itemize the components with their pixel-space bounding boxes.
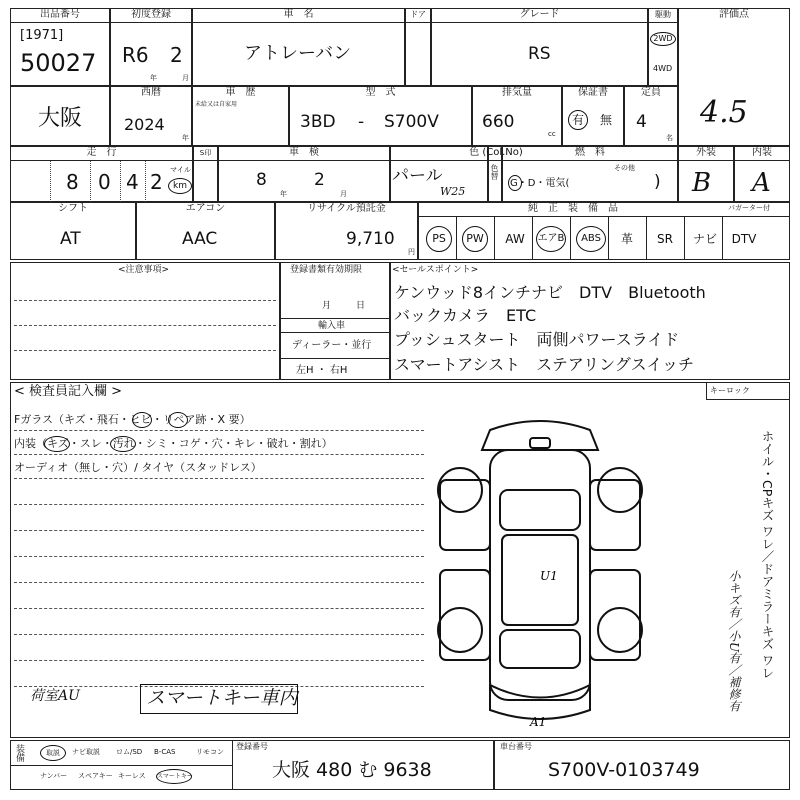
inspector-line-3: オーディオ（無し・穴）/ タイヤ（スタッドレス） <box>14 461 262 474</box>
s-mark-header: S印 <box>199 149 212 157</box>
eq-sep-6 <box>646 216 647 260</box>
roof-outline <box>482 421 598 450</box>
reg-expiry-header: 登録書類有効期限 <box>290 265 363 275</box>
selling-point-4: スマートアシスト ステアリングスイッチ <box>394 355 695 374</box>
insp-line-i <box>14 634 424 635</box>
opt-spare-key: スペアキー <box>78 772 113 780</box>
rear-bumper <box>490 685 590 719</box>
notes-line-2 <box>14 325 276 326</box>
pajero-header: パガーター付 <box>728 204 770 212</box>
registration-value: 大阪 480 む 9638 <box>272 759 432 781</box>
lot-header: 出品番号 <box>40 9 80 20</box>
inspector-header: < 検査員記入欄 > <box>14 384 123 399</box>
opt-bcas: B-CAS <box>154 748 176 756</box>
rear-left-wheel <box>438 608 482 652</box>
equip-aw: AW <box>505 232 525 246</box>
chassis-value: S700V-0103749 <box>548 759 700 781</box>
reg-no-header: 登録番号 <box>236 742 268 751</box>
shaken-header: 車 歴 <box>225 87 256 98</box>
month-value: 2 <box>170 43 183 67</box>
western-header: 西暦 <box>141 87 161 98</box>
header-rule-3 <box>10 160 790 161</box>
year-nen: 年 <box>182 134 189 142</box>
inspection-month: 2 <box>314 170 325 190</box>
equipment-header: 純 正 装 備 品 <box>528 203 618 214</box>
aircon-header: エアコン <box>185 203 226 214</box>
insp-line-f <box>14 556 424 557</box>
inspector-line-1: Fガラス（キズ・飛石・ヒビ・リペア跡・X 要） <box>14 413 251 426</box>
equip-abs-circled: ABS <box>576 226 606 252</box>
header-rule-1 <box>10 22 678 23</box>
eq-sep-8 <box>722 216 723 260</box>
lot-bracket: [1971] <box>20 28 64 43</box>
right-panel-rear <box>590 570 640 660</box>
front-right-wheel <box>598 468 642 512</box>
recycle-value: 9,710 <box>346 229 395 249</box>
score-value: 4.5 <box>700 95 748 130</box>
right-vertical-1: ホイル・CPキズ ワレ／ドアミラーキズ ワレ <box>760 430 775 680</box>
drive-2wd-circled: 2WD <box>650 32 676 46</box>
notes-box <box>10 262 280 380</box>
km-unit-circled: km <box>168 178 192 194</box>
opt-smart-key-circled: スマートキー <box>156 769 192 784</box>
shift-header: シフト <box>58 203 88 214</box>
reg-rule-2 <box>280 332 390 333</box>
import-header: 輸入車 <box>318 321 346 331</box>
cc-label: cc <box>548 130 556 138</box>
nen-label: 年 <box>150 74 157 82</box>
inspection-year: 8 <box>256 170 267 190</box>
displacement-value: 660 <box>482 112 515 132</box>
bottom-left-label: 装備 <box>14 744 24 762</box>
yen-label: 円 <box>408 248 415 256</box>
color-header: 色 (Col.No) <box>469 147 523 158</box>
eq-sep-2 <box>494 216 495 260</box>
bottom-rule <box>10 765 232 766</box>
hand-circle-1 <box>132 412 152 428</box>
mileage-sep-3 <box>120 160 121 202</box>
location-value: 大阪 <box>38 106 83 131</box>
rear-right-wheel <box>598 608 642 652</box>
notes-header: <注意事項> <box>118 265 170 275</box>
recycle-header: リサイクル預託金 <box>307 203 386 214</box>
car-name-value: アトレーバン <box>244 43 352 64</box>
spare-wheel <box>530 438 550 448</box>
mileage-digit-4: 2 <box>150 170 163 194</box>
notes-line-1 <box>14 300 276 301</box>
insp-line-j <box>14 660 424 661</box>
color-value: パール <box>392 166 443 186</box>
selling-point-1: ケンウッド8インチナビ DTV Bluetooth <box>394 283 706 302</box>
notes-line-3 <box>14 350 276 351</box>
fuel-close: ) <box>654 172 661 192</box>
damage-mark-a1: A1 <box>530 715 547 729</box>
grade-header: グレード <box>519 9 560 20</box>
key-lock-label: キーロック <box>710 386 750 395</box>
interior-header: 内装 <box>752 147 772 158</box>
displacement-header: 排気量 <box>502 87 532 98</box>
fuel-other: その他 <box>614 164 635 172</box>
mileage-digit-3: 4 <box>126 170 139 194</box>
mileage-digit-1: 8 <box>66 170 79 194</box>
inspector-line-2: 内装（キズ・スレ・汚れ・シミ・コゲ・穴・キレ・破れ・割れ） <box>14 437 333 450</box>
interior-grade: A <box>752 168 771 198</box>
insp-line-b <box>14 454 424 455</box>
dealer-parallel: ディーラー・並行 <box>292 340 372 351</box>
car-name-header: 車 名 <box>283 9 314 20</box>
capacity-header: 定員 <box>641 87 661 98</box>
model-suffix: S700V <box>384 112 439 132</box>
equip-airbag-circled: エアB <box>536 226 566 252</box>
color-change-label: 色替 <box>490 164 499 180</box>
damage-mark-u1: U1 <box>540 569 558 583</box>
selling-point-3: プッシュスタート 両側パワースライド <box>394 330 680 349</box>
lot-number: 50027 <box>20 49 97 77</box>
eq-sep-1 <box>456 216 457 260</box>
shift-value: AT <box>60 229 81 249</box>
equipment-rule <box>418 216 790 217</box>
opt-navi-manual: ナビ取説 <box>72 748 100 756</box>
equip-navi: ナビ <box>692 232 717 246</box>
capacity-value: 4 <box>636 112 647 132</box>
mileage-header: 走 行 <box>86 147 117 158</box>
equip-leather: 革 <box>620 232 633 246</box>
mileage-sep-1 <box>50 160 51 202</box>
right-vertical-2: 小キズ有／小U有／補修有 <box>727 570 741 713</box>
opt-manual-circled: 取説 <box>40 745 66 761</box>
exterior-header: 外装 <box>696 147 716 158</box>
fuel-g-circle <box>508 175 522 191</box>
hand-circle-4 <box>110 436 136 452</box>
exterior-grade: B <box>692 168 712 198</box>
eq-sep-7 <box>684 216 685 260</box>
vehicle-damage-diagram <box>420 410 660 730</box>
reg-day: 日 <box>356 301 366 311</box>
insp-line-a <box>14 430 424 431</box>
mile-unit: マイル <box>170 166 191 174</box>
opt-number: ナンバー <box>40 772 68 780</box>
reg-rule-3 <box>280 358 390 359</box>
warranty-no: 無 <box>600 113 613 127</box>
opt-remote: リモコン <box>196 748 224 756</box>
opt-rom-sd: ロム/SD <box>116 748 143 756</box>
eq-sep-3 <box>532 216 533 260</box>
selling-point-2: バックカメラ ETC <box>394 306 537 325</box>
insp-line-g <box>14 582 424 583</box>
smart-key-note: スマートキー車内 <box>146 687 298 709</box>
selling-points-header: <セールスポイント> <box>392 265 479 275</box>
rear-window <box>500 630 580 668</box>
model-header: 型 式 <box>365 87 396 98</box>
mileage-sep-4 <box>145 160 146 202</box>
door-header: ドア <box>410 10 426 19</box>
reg-month: 月 <box>322 301 332 311</box>
score-header: 評価点 <box>719 9 749 20</box>
eq-sep-4 <box>570 216 571 260</box>
inspection-tsuki: 月 <box>340 190 347 198</box>
shaken-note: 未給又は自家用 <box>195 101 238 108</box>
windshield <box>500 490 580 530</box>
hand-circle-2 <box>168 412 188 428</box>
insp-line-d <box>14 504 424 505</box>
grade-value: RS <box>528 44 551 64</box>
equip-pw-circled: PW <box>462 226 488 252</box>
hand-circle-3 <box>44 436 70 452</box>
drive-4wd: 4WD <box>653 64 673 73</box>
aircon-value: AAC <box>182 229 218 249</box>
inspection-nen: 年 <box>280 190 287 198</box>
warranty-header: 保証書 <box>578 87 608 98</box>
insp-line-e <box>14 530 424 531</box>
handwritten-note: 荷室AU <box>30 688 80 704</box>
mileage-digit-2: 0 <box>98 170 111 194</box>
year-value: 2024 <box>124 115 165 134</box>
fuel-header: 燃 料 <box>575 147 605 158</box>
model-prefix: 3BD <box>300 112 336 132</box>
tsuki-label: 月 <box>182 74 189 82</box>
drive-header: 駆動 <box>655 10 671 19</box>
reg-rule-1 <box>280 318 390 319</box>
front-left-wheel <box>438 468 482 512</box>
left-panel-rear <box>440 570 490 660</box>
era-value: R6 <box>122 43 149 67</box>
model-dash: - <box>358 112 365 132</box>
equip-sr: SR <box>657 232 673 246</box>
first-reg-header: 初度登録 <box>131 9 171 20</box>
left-right-hand: 左H ・ 右H <box>296 365 348 376</box>
color-code: W25 <box>440 185 466 198</box>
eq-sep-5 <box>608 216 609 260</box>
equip-dtv: DTV <box>731 232 757 246</box>
mei-label: 名 <box>666 134 673 142</box>
warranty-yes-circled: 有 <box>568 110 588 130</box>
fuel-options: G・D・電気( <box>510 178 570 189</box>
insp-line-c <box>14 478 424 479</box>
inspection-header: 車 検 <box>289 147 319 158</box>
equip-ps-circled: PS <box>426 226 452 252</box>
opt-keyless: キーレス <box>118 772 146 780</box>
chassis-header: 車台番号 <box>500 742 532 751</box>
insp-line-h <box>14 608 424 609</box>
mileage-sep-2 <box>90 160 91 202</box>
